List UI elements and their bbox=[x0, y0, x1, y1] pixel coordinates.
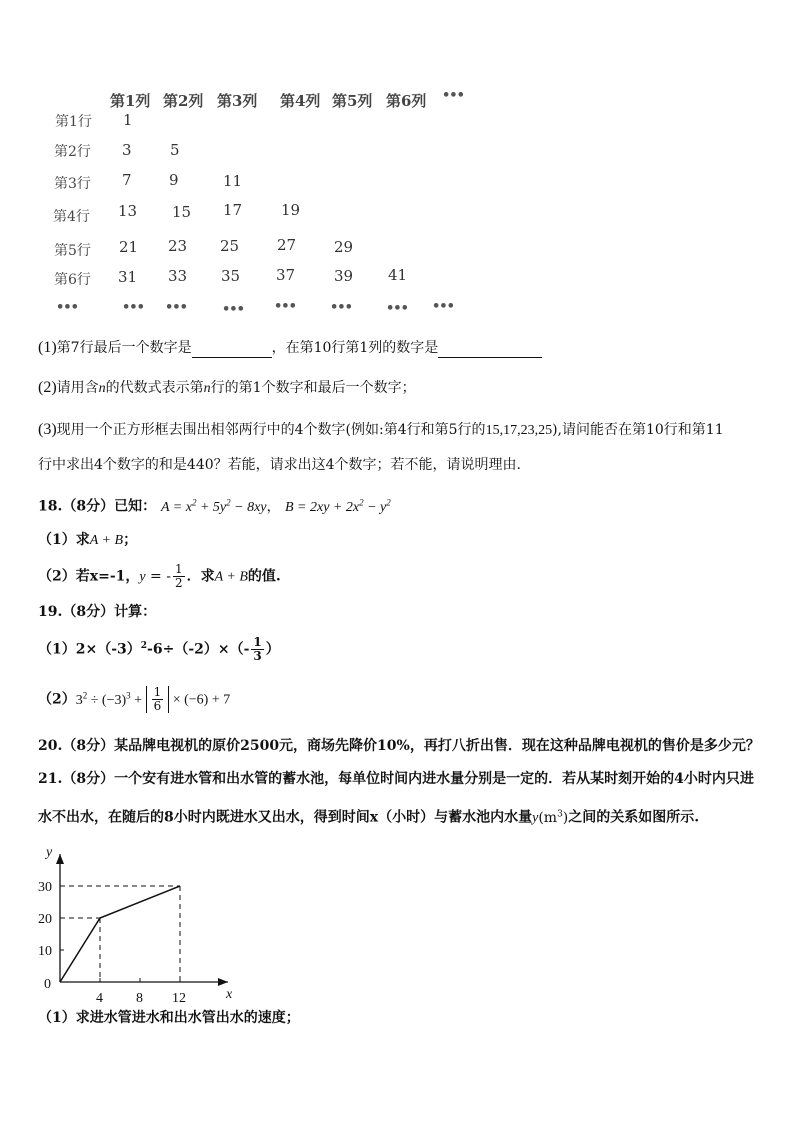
q19-part2: $(2)3^2 \div (-3)^3$ + $\frac{1}{6}$ × (−6) + 7 bbox=[38, 685, 231, 714]
ellipsis: ••• bbox=[386, 301, 408, 316]
water-volume-chart bbox=[28, 832, 248, 1010]
x-axis-arrow bbox=[218, 978, 228, 986]
table-cell: 41 bbox=[388, 266, 408, 284]
q17-part3-line2: 行中求出4个数字的和是440？若能，请求出这4个数字；若不能，请说明理由. bbox=[38, 457, 521, 473]
column-header: 第3列 bbox=[217, 92, 258, 110]
y-tick-label: 30 bbox=[38, 880, 52, 895]
table-cell: 37 bbox=[276, 266, 296, 284]
row-header: 第5行 bbox=[54, 243, 91, 259]
x-tick-label: 4 bbox=[96, 991, 103, 1006]
table-cell: 11 bbox=[223, 172, 243, 190]
absolute-value bbox=[146, 686, 170, 713]
q18-heading: 18.（8分）已知： $A = x^2 + 5y^2 - 8xy$， $B = 2xy + 2x^2 - y^2$ bbox=[38, 497, 391, 515]
table-cell: 25 bbox=[220, 237, 240, 255]
y-axis-label: y bbox=[46, 845, 53, 860]
column-header: 第5列 bbox=[332, 92, 373, 110]
q21-line1: 21.（8分）一个安有进水管和出水管的蓄水池，每单位时间内进水量分别是一定的．若从某时刻开始的4小时内只进 bbox=[38, 771, 754, 787]
ellipsis: ••• bbox=[165, 300, 187, 315]
q21-line2: 水不出水，在随后的8小时内既进水又出水，得到时间x（小时）与蓄水池内水量$y(m^3)$之间的关系如图所示. bbox=[38, 809, 700, 826]
column-header: 第1列 bbox=[110, 92, 151, 110]
q18-part1: （1）求A + B； bbox=[38, 532, 138, 548]
data-series-line bbox=[60, 886, 180, 982]
fraction: $\frac{1}{6}$ bbox=[153, 685, 162, 714]
table-cell: 27 bbox=[277, 236, 297, 254]
q19-part1: $(1)2\times(-3)^2-6\div(-2)\times(-$ $\frac{1}{3}$ ） bbox=[38, 635, 280, 664]
x-tick-label: 8 bbox=[136, 991, 143, 1006]
q21-part1: （1）求进水管进水和出水管出水的速度； bbox=[38, 1010, 300, 1026]
table-cell: 23 bbox=[168, 237, 188, 255]
y-tick-label: 10 bbox=[38, 944, 52, 959]
answer-blank[interactable] bbox=[438, 341, 542, 358]
ellipsis: ••• bbox=[274, 299, 296, 314]
table-cell: 13 bbox=[118, 202, 138, 220]
table-cell: 21 bbox=[119, 238, 139, 256]
table-cell: 39 bbox=[334, 267, 354, 285]
q18-part2: （2）若x=-1，y = - $\frac{1}{2}$ ．求A + B的值. bbox=[38, 562, 281, 590]
y-tick-label: 20 bbox=[38, 912, 52, 927]
column-header: 第6列 bbox=[386, 92, 427, 110]
row-header: 第3行 bbox=[54, 176, 91, 192]
expression-A: $A = x^2 + 5y^2 - 8xy$， $B = 2xy + 2x^2 - y^2$ bbox=[160, 497, 391, 515]
row-header: 第1行 bbox=[55, 114, 92, 130]
table-cell: 15 bbox=[172, 203, 192, 221]
ellipsis: ••• bbox=[432, 299, 454, 314]
y-axis-arrow bbox=[56, 854, 64, 864]
fraction: $\frac{1}{2}$ bbox=[174, 562, 183, 590]
table-cell: 19 bbox=[281, 201, 301, 219]
row-header: 第2行 bbox=[54, 144, 91, 160]
table-cell: 9 bbox=[169, 171, 179, 189]
table-cell: 35 bbox=[221, 267, 241, 285]
row-header-ellipsis: ••• bbox=[56, 300, 78, 315]
ellipsis: ••• bbox=[330, 300, 352, 315]
row-header: 第6行 bbox=[54, 272, 91, 288]
q19-heading: 19.（8分）计算： bbox=[38, 604, 157, 620]
x-axis-label: x bbox=[226, 987, 233, 1002]
ellipsis: ••• bbox=[222, 302, 244, 317]
x-tick-label: 12 bbox=[172, 991, 186, 1006]
fraction: $\frac{1}{3}$ bbox=[253, 635, 262, 664]
origin-label: 0 bbox=[44, 977, 51, 992]
table-cell: 1 bbox=[123, 111, 133, 129]
q17-part3: (3)现用一个正方形框去围出相邻两行中的4个数字(例如:第4行和第5行的15,17,23,25),请问能否在第10行和第11 bbox=[38, 421, 724, 438]
table-cell: 5 bbox=[170, 141, 180, 159]
column-header: 第2列 bbox=[163, 92, 204, 110]
row-header: 第4行 bbox=[53, 209, 90, 225]
column-header-ellipsis: ••• bbox=[442, 88, 464, 103]
ellipsis: ••• bbox=[122, 300, 144, 315]
table-cell: 7 bbox=[122, 171, 132, 189]
q17-part2: (2)请用含n的代数式表示第n行的第1个数字和最后一个数字； bbox=[38, 379, 416, 396]
answer-blank[interactable] bbox=[192, 341, 272, 358]
table-cell: 29 bbox=[334, 238, 354, 256]
table-cell: 17 bbox=[223, 201, 243, 219]
table-cell: 33 bbox=[168, 267, 188, 285]
column-header: 第4列 bbox=[280, 92, 321, 110]
table-cell: 31 bbox=[118, 268, 138, 286]
q17-part1: (1)第7行最后一个数字是 ，在第10行第1列的数字是 bbox=[38, 338, 542, 358]
q20-text: 20.（8分）某品牌电视机的原价2500元，商场先降价10%，再打八折出售．现在这种品牌电视机的售价是多少元？ bbox=[38, 738, 760, 754]
table-cell: 3 bbox=[122, 141, 132, 159]
